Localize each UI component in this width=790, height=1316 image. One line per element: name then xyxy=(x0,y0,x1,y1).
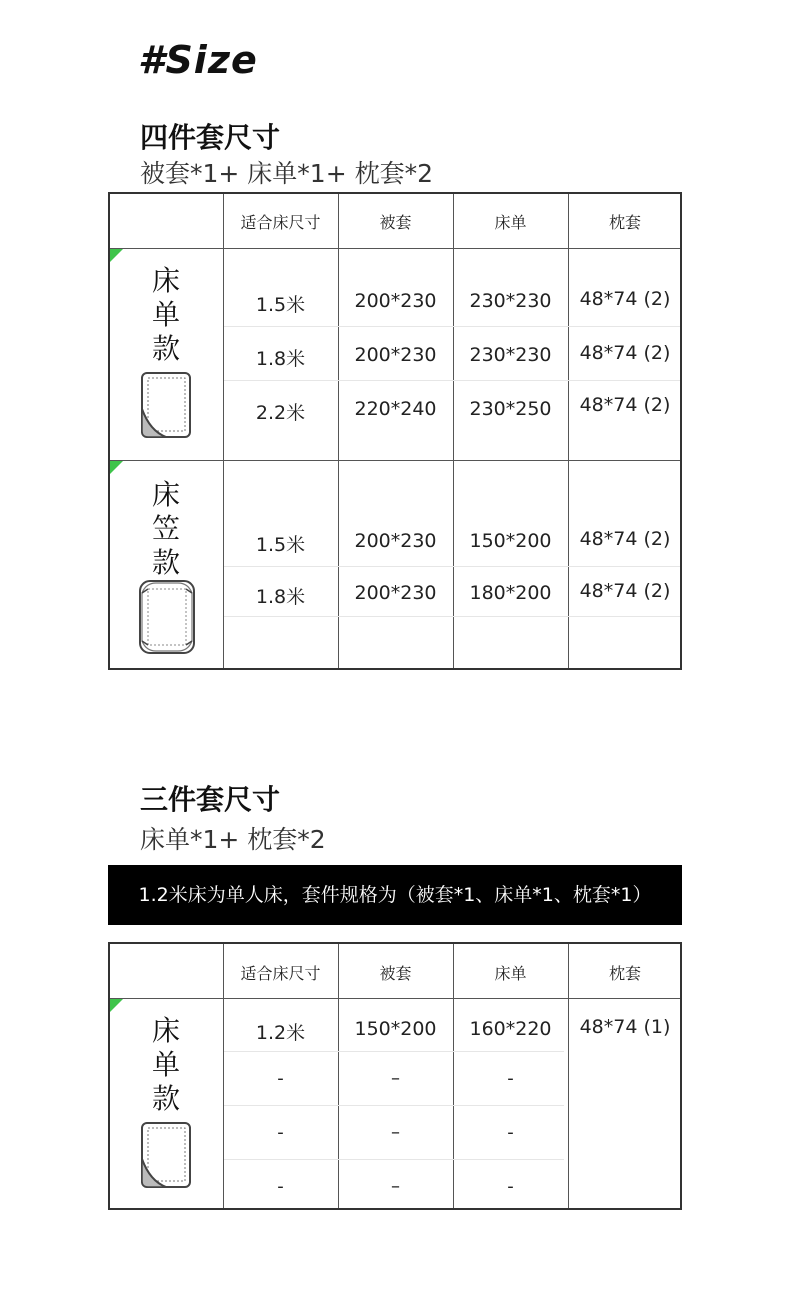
cell: 230*230 xyxy=(469,290,552,312)
cell: 230*230 xyxy=(469,344,552,366)
three-piece-subtitle: 床单*1+ 枕套*2 xyxy=(140,825,326,854)
group-label-flat-sheet xyxy=(136,264,196,366)
cell: 180*200 xyxy=(469,582,552,604)
group-label-char: 款 xyxy=(151,1082,180,1115)
green-corner-marker xyxy=(110,249,123,262)
cell: 220*240 xyxy=(354,398,437,420)
cell: 160*220 xyxy=(469,1018,552,1040)
cell: 200*230 xyxy=(354,344,437,366)
cell: – xyxy=(391,1122,400,1143)
cell: 1.5米 xyxy=(255,294,306,316)
cell: 200*230 xyxy=(354,530,437,552)
green-corner-marker xyxy=(110,999,123,1012)
group-label-char: 款 xyxy=(151,546,180,579)
three-piece-size-table xyxy=(108,942,682,1210)
group-label-char: 床 xyxy=(151,1014,180,1047)
fitted-sheet-icon xyxy=(138,579,196,655)
cell: 230*250 xyxy=(469,398,552,420)
cell: - xyxy=(277,1176,284,1197)
cell: 200*230 xyxy=(354,582,437,604)
cell: 48*74 (2) xyxy=(579,288,671,310)
three-piece-title: 三件套尺寸 xyxy=(140,783,281,816)
cell: - xyxy=(507,1122,514,1143)
cell: – xyxy=(391,1068,400,1089)
group-label-char: 床 xyxy=(151,264,180,297)
cell: 1.8米 xyxy=(255,586,306,608)
green-corner-marker xyxy=(110,461,123,474)
cell: - xyxy=(277,1122,284,1143)
cell: 1.8米 xyxy=(255,348,306,370)
cell: 150*200 xyxy=(354,1018,437,1040)
cell: 48*74 (2) xyxy=(579,528,671,550)
four-piece-size-table xyxy=(108,192,682,670)
group-label-char: 床 xyxy=(151,478,180,511)
group-label-char: 笠 xyxy=(151,512,180,545)
flat-sheet-icon xyxy=(140,1121,192,1189)
cell: 150*200 xyxy=(469,530,552,552)
header-duvet: 被套 xyxy=(379,213,412,232)
cell: 48*74 (2) xyxy=(579,342,671,364)
header-sheet: 床单 xyxy=(494,213,527,232)
size-title: #Size xyxy=(138,38,258,82)
cell: 48*74 (1) xyxy=(579,1016,671,1038)
cell: - xyxy=(507,1068,514,1089)
flat-sheet-icon xyxy=(140,371,192,439)
header-duvet: 被套 xyxy=(379,964,412,983)
group-label-fitted-sheet xyxy=(136,478,196,580)
group-label-flat-sheet xyxy=(136,1014,196,1116)
cell: 200*230 xyxy=(354,290,437,312)
cell: 48*74 (2) xyxy=(579,394,671,416)
group-label-char: 单 xyxy=(151,298,180,331)
group-label-char: 单 xyxy=(151,1048,180,1081)
header-sheet: 床单 xyxy=(494,964,527,983)
header-pillowcase: 枕套 xyxy=(608,213,641,232)
group-label-char: 款 xyxy=(151,332,180,365)
four-piece-title: 四件套尺寸 xyxy=(140,121,281,154)
header-pillowcase: 枕套 xyxy=(608,964,641,983)
cell: 48*74 (2) xyxy=(579,580,671,602)
four-piece-subtitle: 被套*1+ 床单*1+ 枕套*2 xyxy=(140,159,434,188)
cell: 1.5米 xyxy=(255,534,306,556)
single-bed-notice: 1.2米床为单人床，套件规格为（被套*1、床单*1、枕套*1） xyxy=(108,865,682,925)
cell: 2.2米 xyxy=(255,402,306,424)
header-bed-size: 适合床尺寸 xyxy=(240,213,321,232)
header-bed-size: 适合床尺寸 xyxy=(240,964,321,983)
cell: 1.2米 xyxy=(255,1022,306,1044)
cell: - xyxy=(507,1176,514,1197)
cell: – xyxy=(391,1176,400,1197)
cell: - xyxy=(277,1068,284,1089)
